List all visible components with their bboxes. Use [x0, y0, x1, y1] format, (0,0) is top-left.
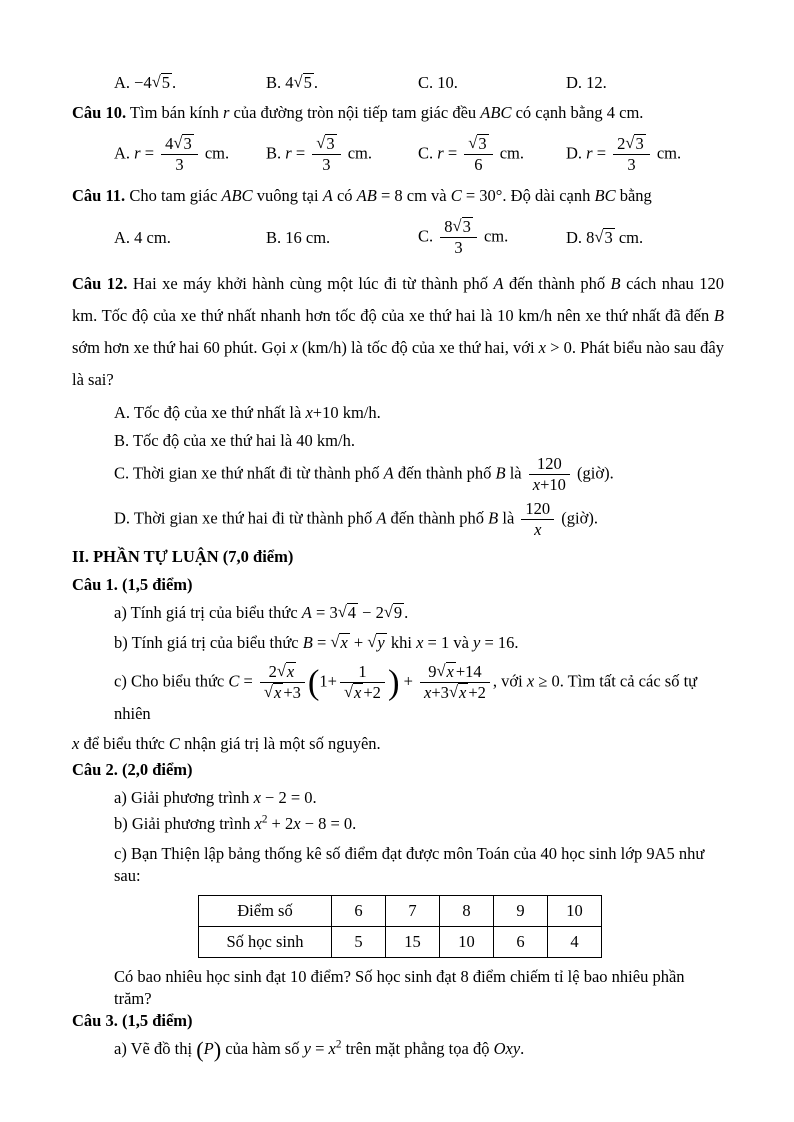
- q12-option-a: A. Tốc độ của xe thứ nhất là x+10 km/h.: [114, 403, 381, 422]
- q10-option-c: C. r = $\frac{√3}{6}$ cm.: [418, 133, 524, 174]
- q11-option-c: C. $\frac{8√3}{3}$ cm.: [418, 216, 509, 257]
- q11-options-row: [72, 215, 724, 260]
- cau2-item-c: c) Bạn Thiện lập bảng thống kê số điểm đạt được môn Toán của 40 học sinh lớp 9A5 như sau:: [114, 844, 705, 885]
- cau1-item-a: a) Tính giá trị của biểu thức A = 3√4 − 2√9 .: [114, 602, 409, 622]
- q10-options-row: [72, 132, 724, 177]
- cau2-item-a: a) Giải phương trình x − 2 = 0.: [114, 788, 317, 807]
- q10-option-b: B. r = $\frac{√3}{3}$ cm.: [266, 133, 372, 174]
- q9-option-b: B. 4√5 .: [266, 72, 318, 92]
- cau1-heading: Câu 1. (1,5 điểm): [72, 575, 193, 594]
- section2-heading: II. PHẦN TỰ LUẬN (7,0 điểm): [72, 547, 294, 566]
- table-cell: 15: [386, 927, 440, 958]
- table-cell: 10: [440, 927, 494, 958]
- table-cell: 6: [494, 927, 548, 958]
- table-cell: 9: [494, 896, 548, 927]
- q9-option-d: D. 12.: [566, 73, 607, 92]
- table-cell: 8: [440, 896, 494, 927]
- q12-stem: Câu 12. Hai xe máy khởi hành cùng một lúc đi từ thành phố A đến thành phố B cách nhau 120 km. Tốc độ của xe thứ nhất nhanh hơn tốc độ của xe thứ hai là 10 km/h nên xe thứ nhất đã đến B sớm hơn xe thứ hai 60 phút. Gọi x (km/h) là tốc độ của xe thứ hai, với x > 0. Phát biểu nào sau đây là sai?: [72, 274, 724, 389]
- q9-options-row: [72, 72, 724, 94]
- q12-option-d: D. Thời gian xe thứ hai đi từ thành phố A đến thành phố B là $\frac{120}{x}$ (giờ).: [114, 499, 598, 539]
- table-cell: Điểm số: [199, 896, 332, 927]
- table-row-student-counts: [199, 927, 602, 958]
- table-row-scores: [199, 896, 602, 927]
- table-cell: Số học sinh: [199, 927, 332, 958]
- table-cell: 6: [332, 896, 386, 927]
- cau3-item-a: a) Vẽ đồ thị (P) của hàm số $y = x^2$ trên mặt phẳng tọa độ Oxy.: [114, 1037, 525, 1063]
- q11-option-a: A. 4 cm.: [114, 227, 171, 247]
- cau1-item-c: c) Cho biểu thức C = $\frac{2√x}{√x +3}$ (1+ $\frac{1}{√x +2}$ ) + $\frac{9√x +14}{x+3√x +2}$ , với x ≥ 0. Tìm tất cả các số tự nhiên: [114, 661, 698, 723]
- cau1-item-c-continuation: x để biểu thức C nhận giá trị là một số nguyên.: [72, 734, 381, 753]
- cau2-item-c-question: Có bao nhiêu học sinh đạt 10 điểm? Số học sinh đạt 8 điểm chiếm tỉ lệ bao nhiêu phần trăm?: [114, 967, 685, 1008]
- q10-option-d: D. r = $\frac{2√3}{3}$ cm.: [566, 133, 682, 174]
- q10-stem: Câu 10. Tìm bán kính r của đường tròn nội tiếp tam giác đều ABC có cạnh bằng 4 cm.: [72, 103, 644, 122]
- cau2-item-b: b) Giải phương trình $x^2 + 2x - 8 = 0$.: [114, 813, 357, 833]
- table-cell: 5: [332, 927, 386, 958]
- cau3-heading: Câu 3. (1,5 điểm): [72, 1011, 193, 1030]
- table-cell: 4: [548, 927, 602, 958]
- table-cell: 10: [548, 896, 602, 927]
- q11-stem: Câu 11. Cho tam giác ABC vuông tại A có AB = 8 cm và C = 30°. Độ dài cạnh BC bằng: [72, 186, 652, 205]
- q9-option-c: C. 10.: [418, 73, 458, 92]
- q9-option-a: A. −4√5 .: [114, 72, 177, 92]
- q12-option-b: B. Tốc độ của xe thứ hai là 40 km/h.: [114, 431, 355, 450]
- score-frequency-table: [198, 895, 602, 958]
- q10-option-a: A. r = $\frac{4√3}{3}$ cm.: [114, 133, 230, 174]
- cau2-heading: Câu 2. (2,0 điểm): [72, 760, 193, 779]
- q11-option-b: B. 16 cm.: [266, 227, 331, 247]
- q12-option-c: C. Thời gian xe thứ nhất đi từ thành phố A đến thành phố B là $\frac{120}{x+10}$ (giờ).: [114, 454, 614, 494]
- cau1-item-b: b) Tính giá trị của biểu thức B = √x + √y khi x = 1 và y = 16.: [114, 632, 519, 652]
- q11-option-d: D. 8√3 cm.: [566, 226, 644, 247]
- table-cell: 7: [386, 896, 440, 927]
